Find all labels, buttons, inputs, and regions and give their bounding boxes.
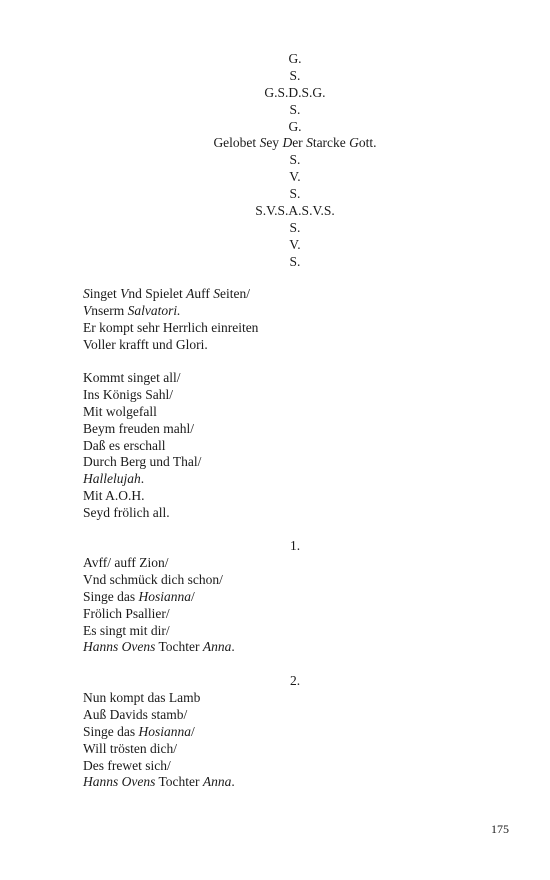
stanza-line: Er kompt sehr Herrlich einreiten	[83, 319, 259, 335]
verse-line: Des frewet sich/	[83, 757, 171, 773]
verse-number: 1.	[289, 538, 301, 553]
stanza-line: Durch Berg und Thal/	[83, 454, 202, 470]
verse-line: Hanns Ovens Tochter Anna.	[83, 639, 235, 655]
verse-line: Vnd schmück dich schon/	[83, 571, 223, 587]
stanza-line: Voller krafft und Glori.	[83, 336, 208, 352]
stanza-line: Seyd frölich all.	[83, 505, 170, 521]
page-number: 175	[491, 822, 509, 836]
stanza-1	[83, 286, 503, 354]
acrostic-line: S.	[289, 219, 301, 235]
stanza-line: Mit A.O.H.	[83, 488, 145, 504]
acrostic-line: G.S.D.S.G.	[264, 84, 326, 100]
verse-2	[83, 690, 503, 791]
acrostic-line: V.	[289, 169, 301, 185]
acrostic-line: G.	[288, 51, 302, 66]
acrostic-line: S.	[289, 101, 301, 117]
verse-line: Frölich Psallier/	[83, 605, 170, 621]
stanza-line: Singet Vnd Spielet Auff Seiten/	[83, 286, 250, 301]
acrostic-line: G.	[288, 118, 302, 134]
acrostic-line: S.	[289, 186, 301, 202]
stanza-line: Mit wolgefall	[83, 403, 157, 419]
verse-line: Hanns Ovens Tochter Anna.	[83, 774, 235, 790]
acrostic-line: S.	[289, 253, 301, 269]
acrostic-line: Gelobet Sey Der Starcke Gott.	[213, 135, 377, 151]
acrostic-line: V.	[289, 236, 301, 252]
verse-line: Nun kompt das Lamb	[83, 690, 201, 705]
acrostic-line: S.V.S.A.S.V.S.	[255, 203, 335, 219]
verse-line: Will trösten dich/	[83, 740, 177, 756]
verse-line: Auß Davids stamb/	[83, 706, 188, 722]
verse-line: Es singt mit dir/	[83, 622, 170, 638]
acrostic-line: S.	[289, 152, 301, 168]
verse-line: Singe das Hosianna/	[83, 723, 195, 739]
stanza-line: Daß es erschall	[83, 437, 166, 453]
stanza-2	[83, 370, 503, 522]
stanza-line: Hallelujah.	[83, 471, 145, 487]
verse-line: Singe das Hosianna/	[83, 588, 195, 604]
verse-1	[83, 555, 503, 656]
verse-number: 2.	[289, 673, 301, 688]
acrostic-block	[0, 51, 550, 271]
acrostic-line: S.	[289, 67, 301, 83]
stanza-line: Kommt singet all/	[83, 370, 181, 385]
stanza-line: Vnserm Salvatori.	[83, 302, 181, 318]
stanza-line: Ins Königs Sahl/	[83, 386, 174, 402]
verse-line: Avff/ auff Zion/	[83, 555, 169, 570]
stanza-line: Beym freuden mahl/	[83, 420, 194, 436]
